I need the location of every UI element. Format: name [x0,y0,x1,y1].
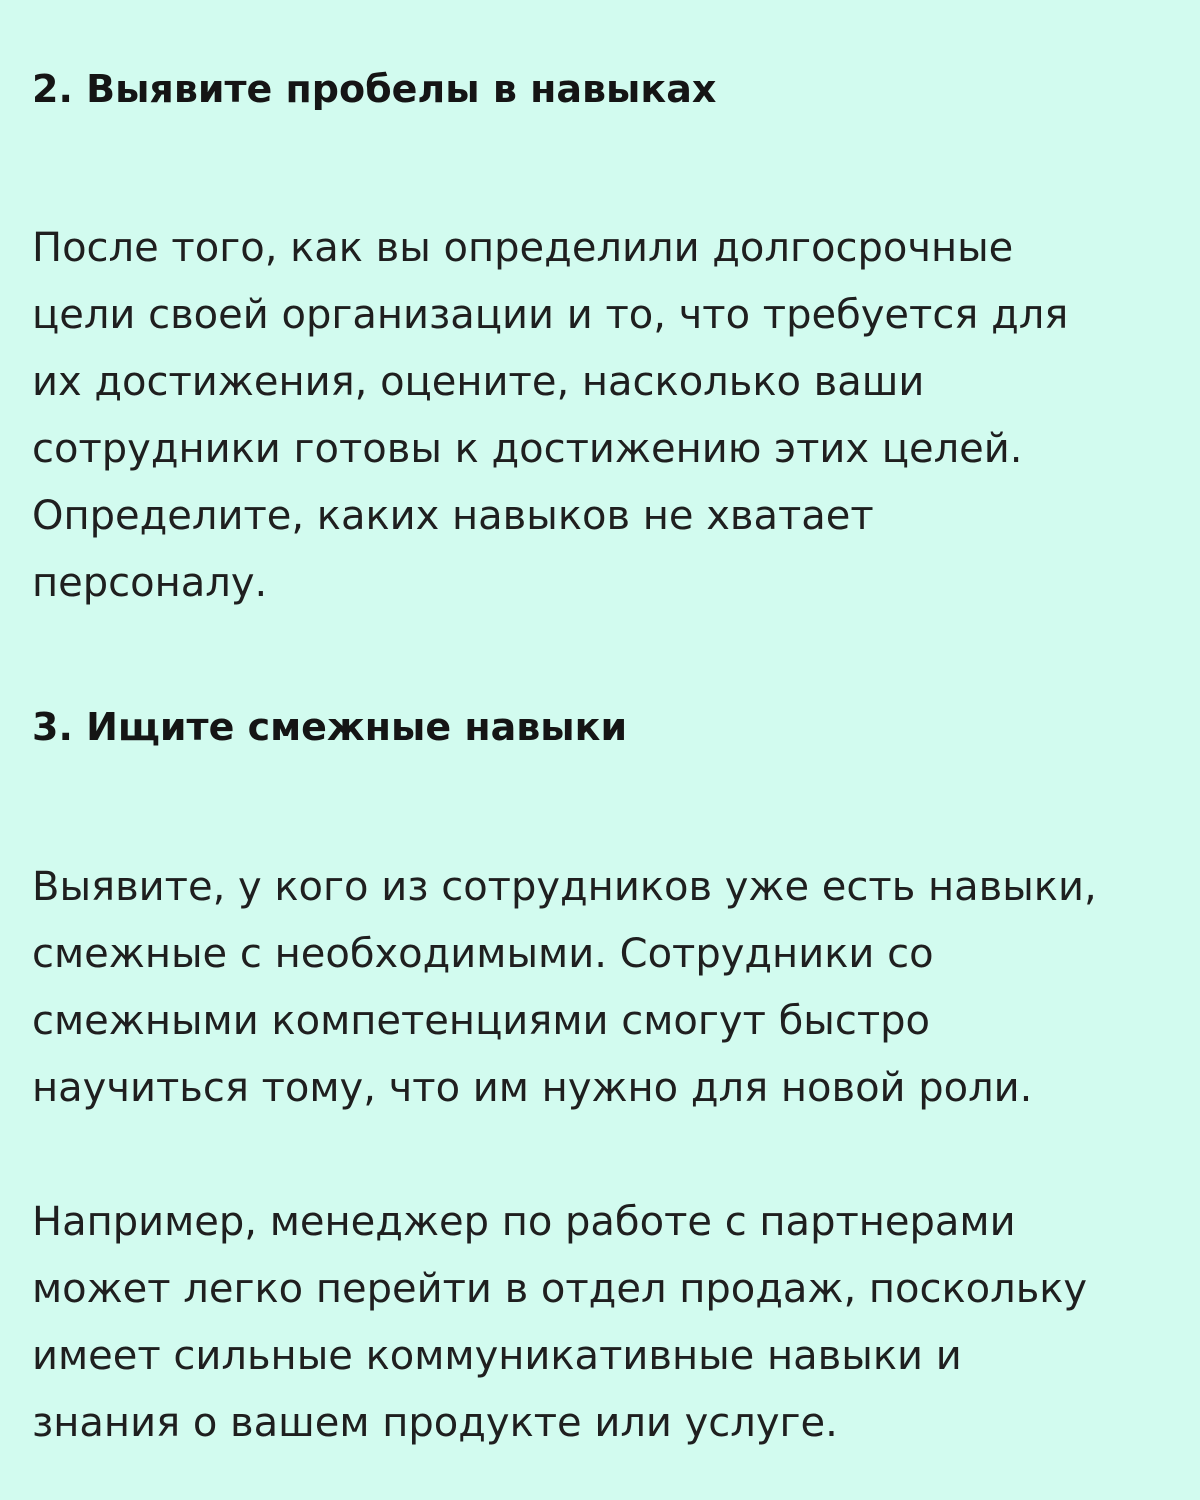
paragraph-line: Например, менеджер по работе с партнерами [32,1199,1016,1245]
section-paragraph [32,1189,1140,1457]
section-heading: 2. Выявите пробелы в навыках [32,67,717,111]
paragraph-line: знания о вашем продукте или услуге. [32,1400,838,1446]
paragraph-line: имеет сильные коммуникативные навыки и [32,1333,962,1379]
paragraph-line: может легко перейти в отдел продаж, поскольку [32,1266,1088,1312]
paragraph-line: смежными компетенциями смогут быстро [32,998,930,1044]
paragraph-line: Определите, каких навыков не хватает [32,493,874,539]
section-heading: 3. Ищите смежные навыки [32,705,628,749]
paragraph-line: персоналу. [32,560,268,606]
paragraph-line: их достижения, оцените, насколько ваши [32,359,925,405]
section-paragraph [32,854,1140,1122]
section-paragraph [32,215,1140,617]
paragraph-line: Выявите, у кого из сотрудников уже есть навыки, [32,864,1097,910]
paragraph-line: цели своей организации и то, что требуется для [32,292,1069,338]
paragraph-line: научиться тому, что им нужно для новой роли. [32,1065,1033,1111]
paragraph-line: смежные с необходимыми. Сотрудники со [32,931,934,977]
paragraph-line: После того, как вы определили долгосрочные [32,225,1014,271]
paragraph-line: сотрудники готовы к достижению этих целей. [32,426,1023,472]
